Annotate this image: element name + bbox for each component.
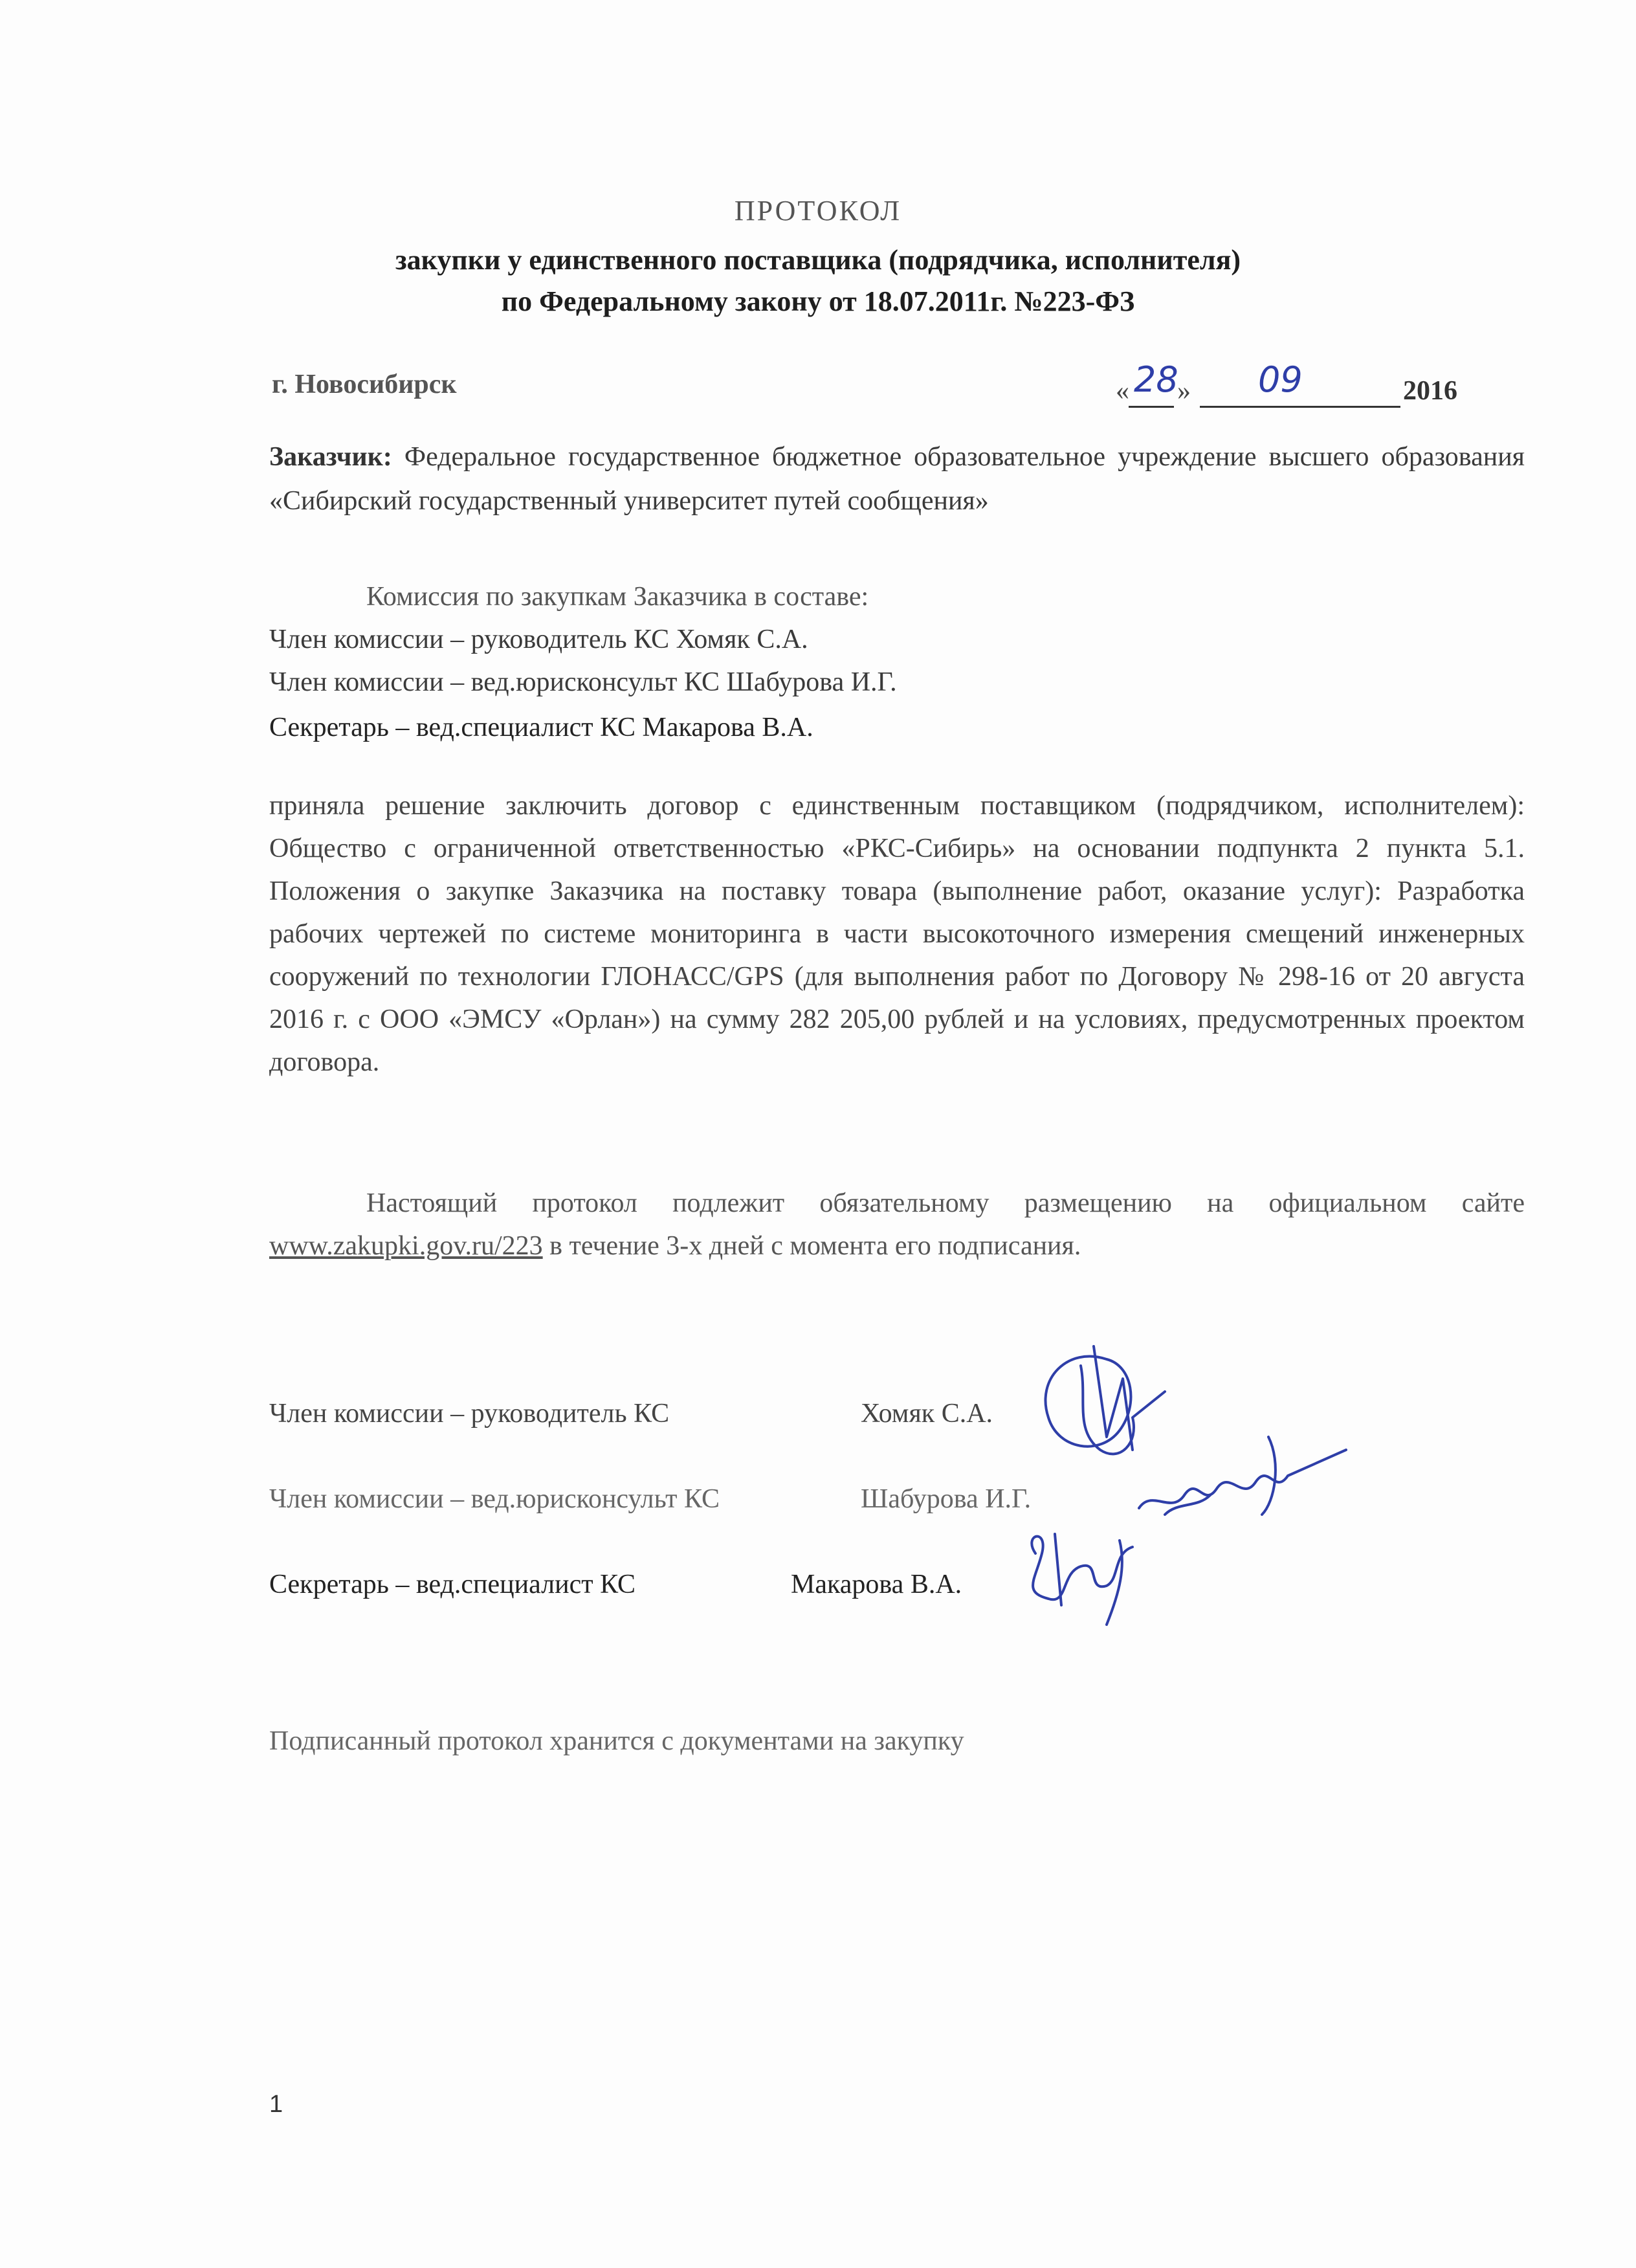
date-year: 2016 — [1403, 376, 1457, 406]
decision-paragraph: приняла решение заключить договор с единственным поставщиком (подрядчиком, исполнителем): Общество с ограниченной ответственностью «РКС-Сибирь» на основании подпункта 2 пункта 5.1. Положения о закупке Заказчика на поставку товара (выполнение работ, оказание услуг): Разработка рабочих чертежей по системе мониторинга в части высокоточного измерения смещений инженерных сооружений по технологии ГЛОНАСС/GPS (для выполнения работ по Договору № 298-16 от 20 августа 2016 г. с ООО «ЭМСУ «Орлан») на сумму 282 205,00 рублей и на условиях, предусмотренных проектом договора. — [269, 791, 1525, 1077]
signature-shaburova — [1139, 1450, 1346, 1508]
date-month-handwritten: 09 — [1258, 359, 1303, 400]
customer-label: Заказчик: — [269, 442, 392, 472]
document-subtitle-line1: закупки у единственного поставщика (подрядчика, исполнителя) — [395, 244, 1241, 276]
customer-text: Федеральное государственное бюджетное образовательное учреждение высшего образования «Сибирский государственный университет путей сообщения» — [269, 442, 1525, 516]
document-title: ПРОТОКОЛ — [734, 195, 902, 227]
commission-member: Член комиссии – руководитель КС Хомяк С.А. — [269, 625, 808, 654]
date-quote-close: » — [1177, 376, 1191, 406]
signature-name: Шабурова И.Г. — [861, 1484, 1032, 1514]
website-link[interactable]: www.zakupki.gov.ru/223 — [269, 1231, 543, 1261]
signature-name: Макарова В.А. — [791, 1570, 962, 1599]
commission-intro: Комиссия по закупкам Заказчика в составе: — [366, 582, 869, 612]
footer-note: Подписанный протокол хранится с документами на закупку — [269, 1726, 964, 1756]
page-number: 1 — [269, 2091, 283, 2118]
date-day-handwritten: 28 — [1134, 359, 1178, 400]
signature-name: Хомяк С.А. — [861, 1399, 993, 1429]
notice-paragraph — [269, 1182, 1525, 1267]
customer-paragraph — [269, 435, 1525, 523]
commission-member: Член комиссии – вед.юрисконсульт КС Шабурова И.Г. — [269, 667, 897, 697]
document-subtitle-line2: по Федеральному закону от 18.07.2011г. №223-ФЗ — [501, 285, 1135, 317]
signature-role: Секретарь – вед.специалист КС — [269, 1570, 636, 1599]
handwritten-signatures — [1010, 1320, 1372, 1644]
notice-text: Настоящий протокол подлежит обязательному размещению на официальном сайте — [366, 1188, 1525, 1218]
commission-member: Секретарь – вед.специалист КС Макарова В.А. — [269, 713, 813, 742]
date-quote-open: « — [1116, 376, 1129, 406]
signature-role: Член комиссии – руководитель КС — [269, 1399, 670, 1429]
date-month-underline — [1200, 406, 1400, 408]
document-date — [1116, 359, 1478, 411]
signature-role: Член комиссии – вед.юрисконсульт КС — [269, 1484, 720, 1514]
city: г. Новосибирск — [272, 370, 457, 399]
notice-text-end: в течение 3-х дней с момента его подписания. — [549, 1231, 1081, 1261]
date-day-underline — [1129, 406, 1174, 408]
